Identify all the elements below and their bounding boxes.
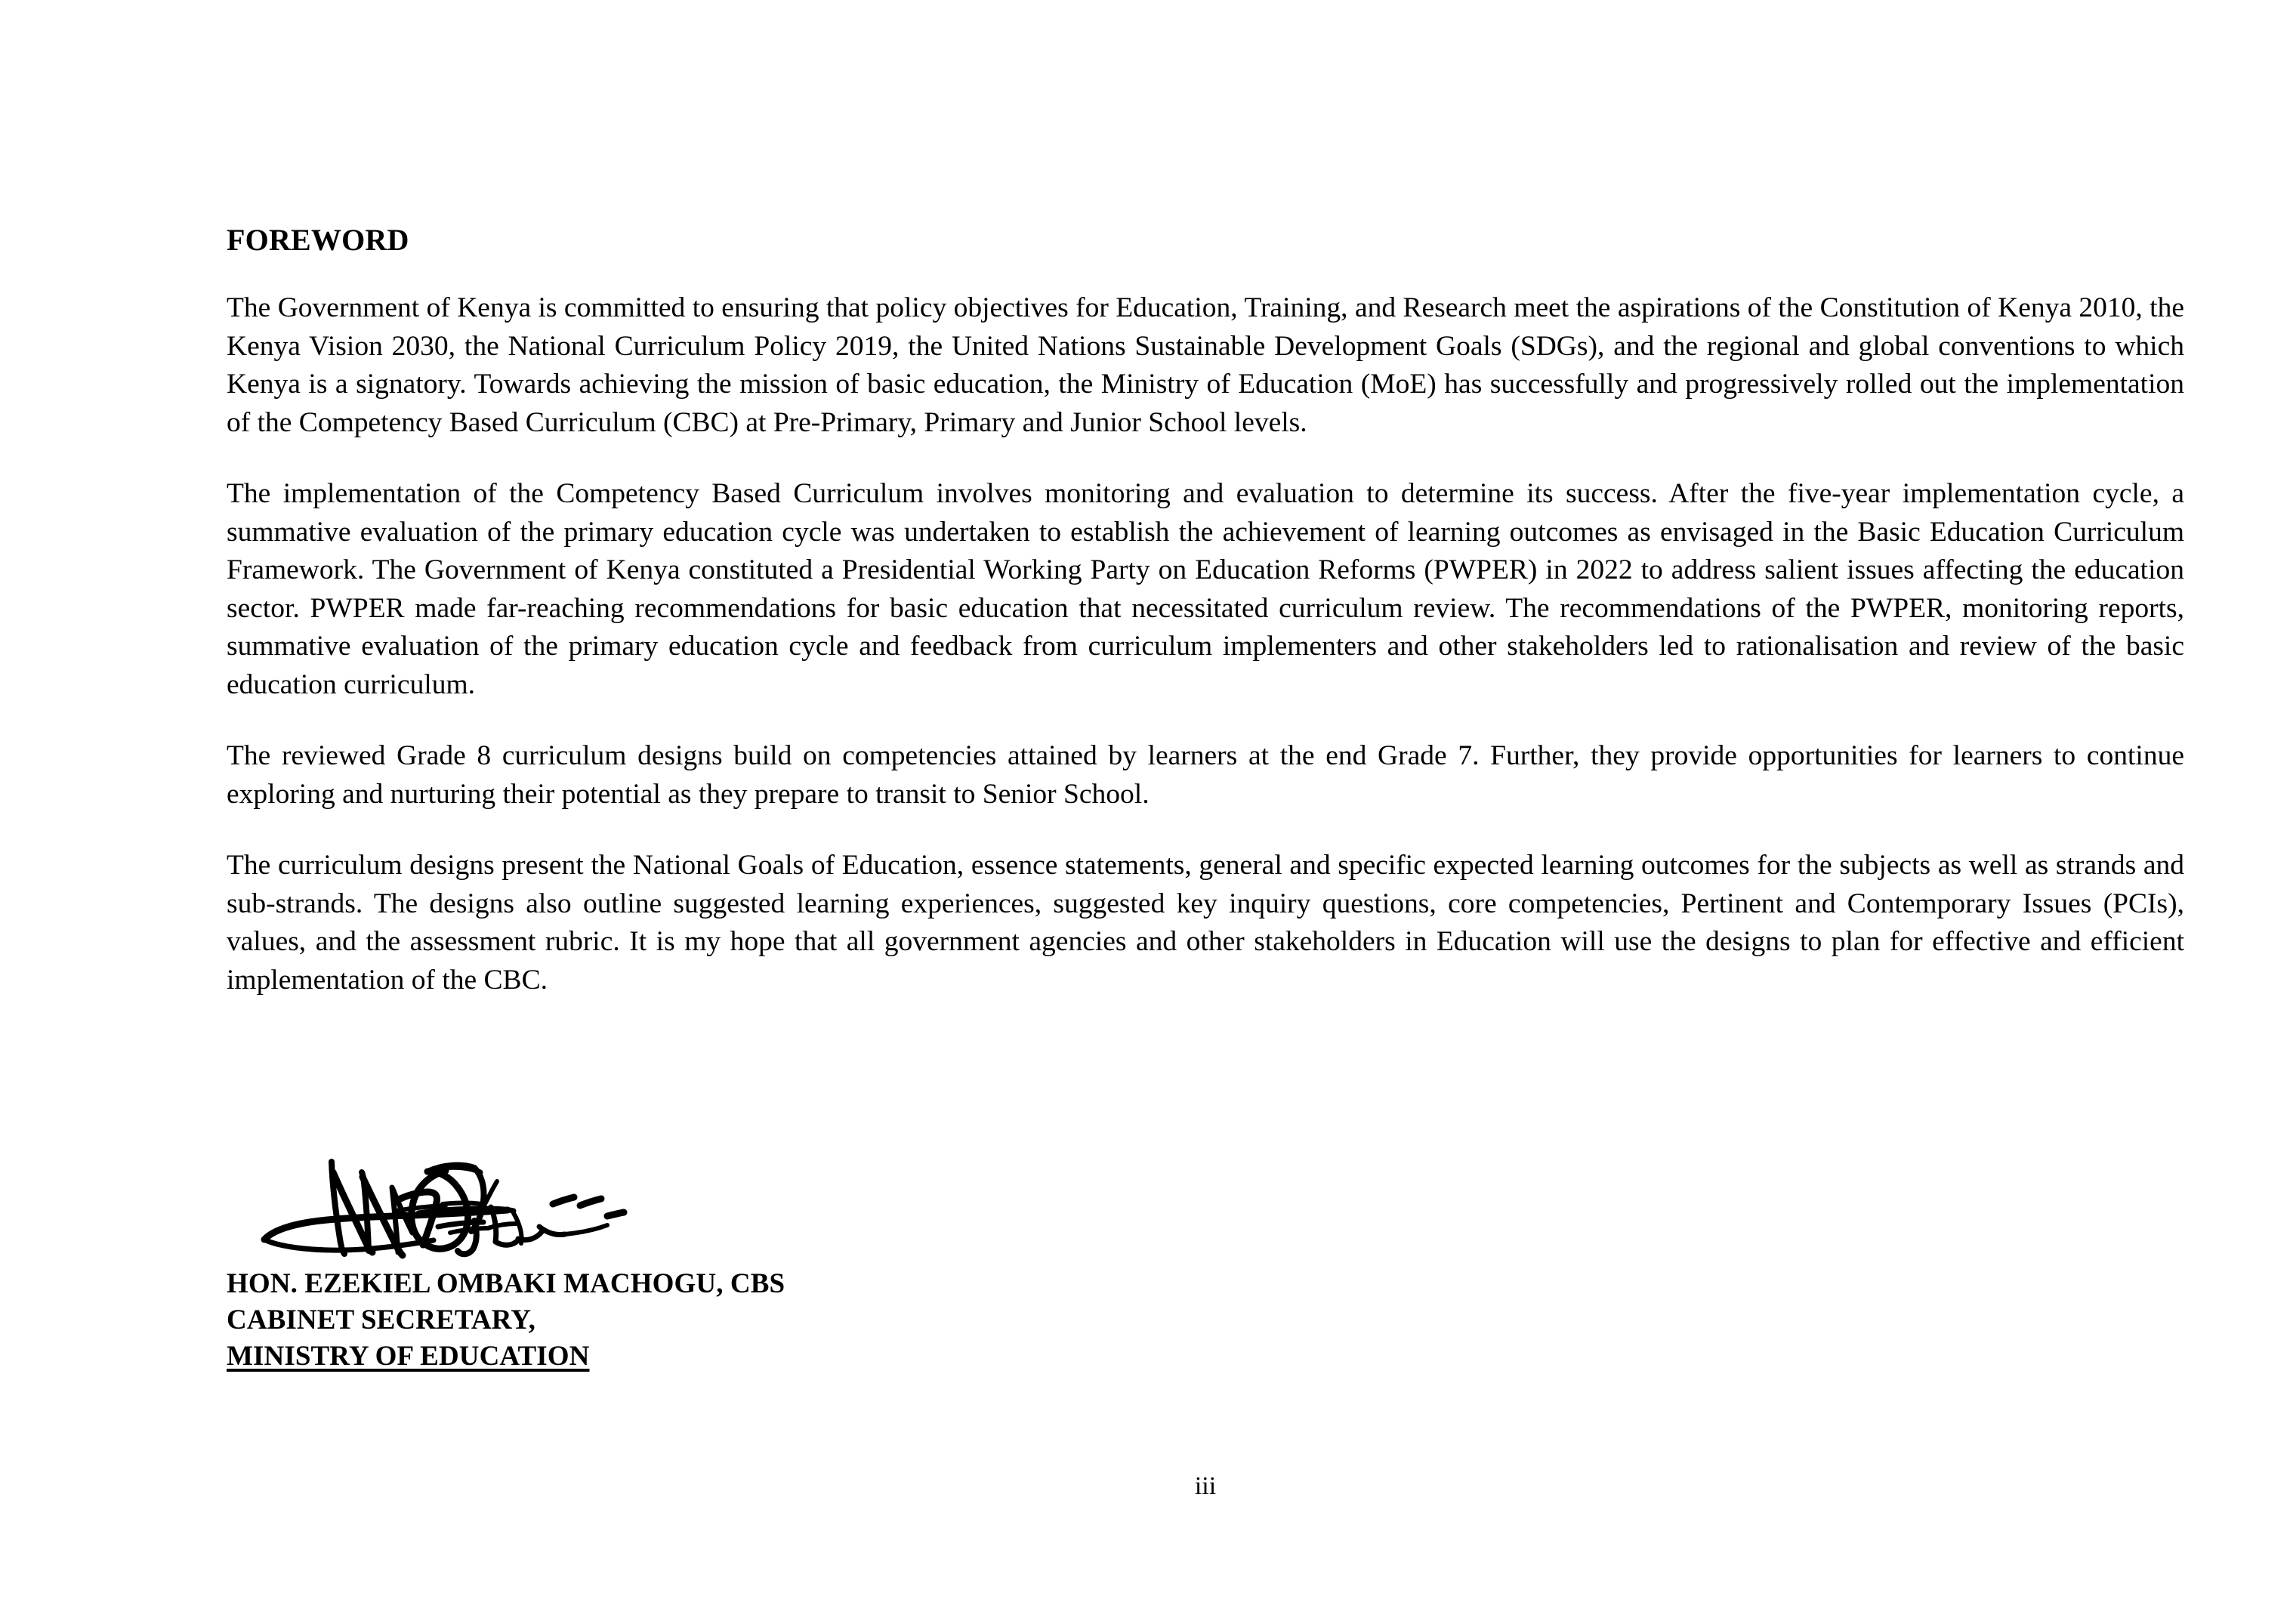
page-number: iii: [1194, 1472, 1217, 1500]
signatory-title: CABINET SECRETARY,: [227, 1304, 535, 1335]
paragraph-1: The Government of Kenya is committed to ensuring that policy objectives for Education, Training, and Research meet the aspirations of the Constitution of Kenya 2010, the Kenya Vision 2030, the National Curriculum Policy 2019, the United Nations Sustainable Development Goals (SDGs), and the regional and global conventions to which Kenya is a signatory. Towards achieving the mission of basic education, the Ministry of Education (MoE) has successfully and progressively rolled out the implementation of the Competency Based Curriculum (CBC) at Pre-Primary, Primary and Junior School levels.: [227, 292, 2184, 438]
document-body: [227, 224, 2184, 999]
handwritten-signature-icon: [248, 1154, 686, 1260]
page-title: FOREWORD: [227, 223, 409, 257]
signatory-ministry: MINISTRY OF EDUCATION: [227, 1341, 590, 1372]
signature-block: [227, 1154, 1133, 1375]
signatory-name: HON. EZEKIEL OMBAKI MACHOGU, CBS: [227, 1268, 785, 1299]
signoff-lines: [227, 1266, 1133, 1375]
paragraph-3: The reviewed Grade 8 curriculum designs build on competencies attained by learners at the end Grade 7. Further, they provide opportunities for learners to continue exploring and nurturing their potential as they prepare to transit to Senior School.: [227, 740, 2184, 810]
paragraph-2: The implementation of the Competency Based Curriculum involves monitoring and evaluation to determine its success. After the five-year implementation cycle, a summative evaluation of the primary education cycle was undertaken to establish the achievement of learning outcomes as envisaged in the Basic Education Curriculum Framework. The Government of Kenya constituted a Presidential Working Party on Education Reforms (PWPER) in 2022 to address salient issues affecting the education sector. PWPER made far-reaching recommendations for basic education that necessitated curriculum review. The recommendations of the PWPER, monitoring reports, summative evaluation of the primary education cycle and feedback from curriculum implementers and other stakeholders led to rationalisation and review of the basic education curriculum.: [227, 478, 2184, 700]
paragraph-4: The curriculum designs present the National Goals of Education, essence statements, general and specific expected learning outcomes for the subjects as well as strands and sub-strands. The designs also outline suggested learning experiences, suggested key inquiry questions, core competencies, Pertinent and Contemporary Issues (PCIs), values, and the assessment rubric. It is my hope that all government agencies and other stakeholders in Education will use the designs to plan for effective and efficient implementation of the CBC.: [227, 850, 2184, 996]
